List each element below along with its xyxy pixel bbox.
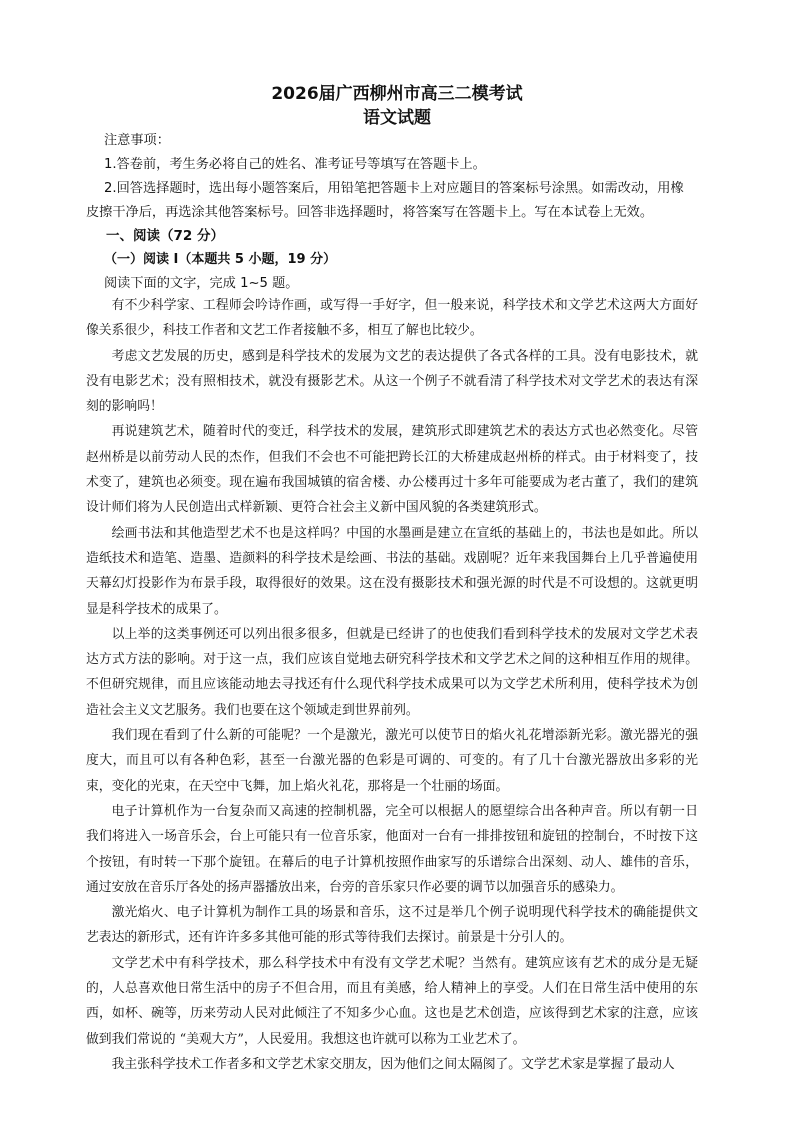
passage-paragraph: 我们现在看到了什么新的可能呢？一个是激光，激光可以使节日的焰火礼花增添新光彩。激光器光的强度大，而且可以有各种色彩，甚至一台激光器的色彩是可调的、可变的。有了几十台激光器放出多彩的光束，变化的光束，在天空中飞舞，加上焰火礼花，那将是一个壮丽的场面。 xyxy=(86,728,698,794)
instruction-item-1: 1.答卷前，考生务必将自己的姓名、准考证号等填写在答题卡上。 xyxy=(104,157,486,172)
passage-paragraph: 考虑文艺发展的历史，感到是科学技术的发展为文艺的表达提供了各式各样的工具。没有电影技术，就没有电影艺术；没有照相技术，就没有摄影艺术。从这一个例子不就看清了科学技术对文学艺术的表达有深刻的影响吗！ xyxy=(86,348,698,415)
passage-paragraph: 再说建筑艺术，随着时代的变迁，科学技术的发展，建筑形式即建筑艺术的表达方式也必然变化。尽管赵州桥是以前劳动人民的杰作，但我们不会也不可能把跨长江的大桥建成赵州桥的样式。由于材料变了，技术变了，建筑也必须变。现在遍布我国城镇的宿舍楼、办公楼再过十多年可能要成为老古董了，我们的建筑设计师们将为人民创造出式样新颖、更符合社会主义新中国风貌的各类建筑形式。 xyxy=(86,424,698,516)
instruction-item-2: 2.回答选择题时，选出每小题答案后，用铅笔把答题卡上对应题目的答案标号涂黑。如需改动，用橡皮擦干净后，再选涂其他答案标号。回答非选择题时，将答案写在答题卡上。写在本试卷上无效。 xyxy=(86,181,684,220)
passage-paragraph: 我主张科学技术工作者多和文学艺术家交朋友，因为他们之间太隔阂了。文学艺术家是掌握了最动人 xyxy=(111,1056,675,1072)
passage-paragraph: 激光焰火、电子计算机为制作工具的场景和音乐，这不过是举几个例子说明现代科学技术的确能提供文艺表达的新形式，还有许许多多其他可能的形式等待我们去探讨。前景是十分引人的。 xyxy=(86,905,698,946)
passage-paragraph: 文学艺术中有科学技术，那么科学技术中有没有文学艺术呢？当然有。建筑应该有艺术的成分是无疑的，人总喜欢他日常生活中的房子不但合用，而且有美感，给人精神上的享受。人们在日常生活中使用的东西，如杯、碗等，历来劳动人民对此倾注了不知多少心血。这也是艺术创造，应该得到艺术家的注意，应该做到我们常说的 “美观大方”，人民爱用。我想这也许就可以称为工业艺术了。 xyxy=(86,955,698,1047)
passage-paragraph: 电子计算机作为一台复杂而又高速的控制机器，完全可以根据人的愿望综合出各种声音。所以有朝一日我们将进入一场音乐会，台上可能只有一位音乐家，他面对一台有一排排按钮和旋钮的控制台，不时按下这个按钮，有时转一下那个旋钮。在幕后的电子计算机按照作曲家写的乐谱综合出深刻、动人、雄伟的音乐，通过安放在音乐厅各处的扬声器播放出来，台旁的音乐家只作必要的调节以加强音乐的感染力。 xyxy=(86,803,698,895)
section-heading: 一、阅读（72 分） xyxy=(106,228,224,244)
exam-title: 2026届广西柳州市高三二模考试 xyxy=(271,84,523,104)
passage-paragraph: 有不少科学家、工程师会吟诗作画，或写得一手好字，但一般来说，科学技术和文学艺术这两大方面好像关系很少，科技工作者和文艺工作者接触不多，相互了解也比较少。 xyxy=(86,298,698,339)
instructions-label: 注意事项： xyxy=(104,133,170,148)
exam-subtitle: 语文试题 xyxy=(363,108,431,128)
reading-passage xyxy=(86,293,698,1077)
subsection-heading: （一）阅读 I（本题共 5 小题，19 分） xyxy=(104,252,337,267)
reading-prompt: 阅读下面的文字，完成 1~5 题。 xyxy=(104,276,299,291)
passage-paragraph: 绘画书法和其他造型艺术不也是这样吗？中国的水墨画是建立在宣纸的基础上的，书法也是如此。所以造纸技术和造笔、造墨、造颜料的科学技术是绘画、书法的基础。戏剧呢？近年来我国舞台上几乎普遍使用天幕幻灯投影作为布景手段，取得很好的效果。这在没有摄影技术和强光源的时代是不可设想的。这就更明显是科学技术的成果了。 xyxy=(86,525,698,617)
passage-paragraph: 以上举的这类事例还可以列出很多很多，但就是已经讲了的也使我们看到科学技术的发展对文学艺术表达方式方法的影响。对于这一点，我们应该自觉地去研究科学技术和文学艺术之间的这种相互作用的规律。不但研究规律，而且应该能动地去寻找还有什么现代科学技术成果可以为文学艺术所利用，使科学技术为创造社会主义文艺服务。我们也要在这个领域走到世界前列。 xyxy=(86,626,698,718)
